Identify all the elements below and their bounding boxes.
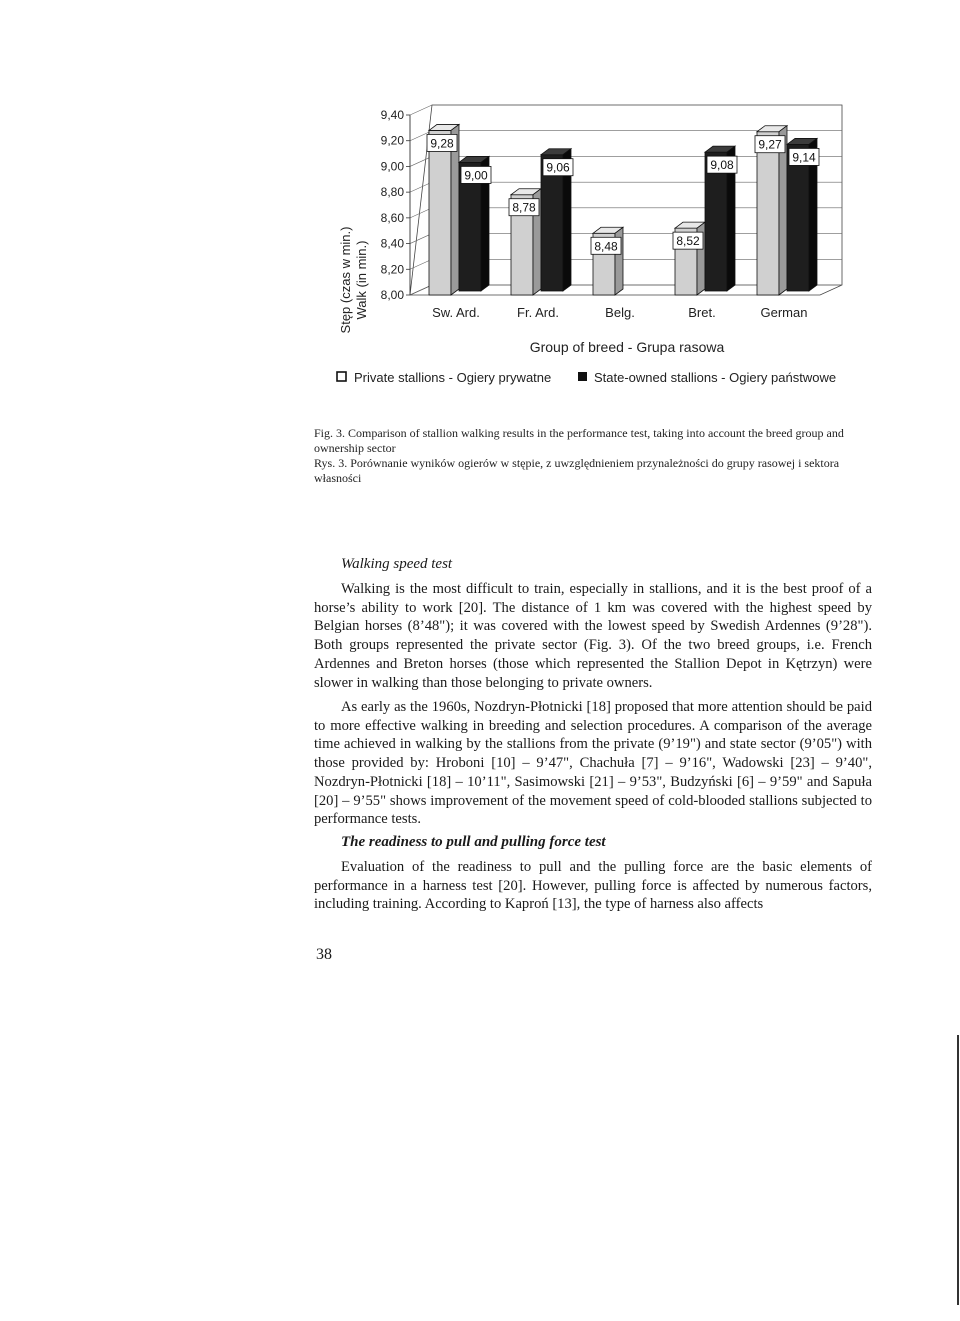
data-label: 9,08 xyxy=(710,158,734,173)
legend-label-private: Private stallions - Ogiery prywatne xyxy=(354,370,552,385)
bar xyxy=(787,144,809,291)
y-tick-label: 8,40 xyxy=(380,236,404,251)
x-axis-label-en: Group of breed xyxy=(529,339,624,355)
figure-caption-pl: Rys. 3. Porównanie wyników ogierów w stępie, z uwzględnieniem przynależności do grupy rasowej i sektora własności xyxy=(314,456,840,485)
x-tick-label: German xyxy=(760,305,808,320)
bar-chart xyxy=(330,95,890,395)
data-label: 8,78 xyxy=(512,200,536,215)
scan-edge-mark xyxy=(957,1035,959,1305)
y-tick-label: 9,00 xyxy=(380,159,404,174)
y-tick-label: 9,20 xyxy=(380,133,404,148)
x-axis-label xyxy=(530,339,725,355)
data-label: 9,27 xyxy=(758,137,782,152)
y-tick-label: 9,40 xyxy=(380,108,404,122)
legend-swatch-state xyxy=(578,372,587,381)
legend-label-state: State-owned stallions - Ogiery państwowe xyxy=(594,370,837,385)
y-tick-label: 8,00 xyxy=(380,288,404,302)
data-label: 9,06 xyxy=(546,160,570,175)
figure-caption-en: Fig. 3. Comparison of stallion walking results in the performance test, taking into account the breed group and ownership sector xyxy=(314,426,844,455)
chart-svg xyxy=(330,95,890,395)
gridline-diagonal xyxy=(410,105,432,115)
data-label: 9,00 xyxy=(464,168,488,183)
legend-swatch-private xyxy=(337,372,346,381)
y-axis-label-en: Walk (in min.) xyxy=(354,240,369,320)
paragraph-walking-2: As early as the 1960s, Nozdryn-Płotnicki [18] proposed that more attention should be paid to more effective walking in breeding and selection procedures. A comparison of the average time achieved in walking by the stallions from the private (9’19") and state sector (9’05") with those provided by: Hroboni [10] – 9’47", Chachuła [7] – 9’16", Wadowski [23] – 9’40", Nozdryn-Płotnicki [18] – 10’11", Sasimowski [21] – 9’53", Budzyński [6] – 9’59" and Sapuła [20] – 9’55" shows improvement of the movement speed of cold-blooded stallions subjected to performance tests. xyxy=(314,699,872,828)
bar xyxy=(429,130,451,295)
y-axis-label-pl: Stęp (czas w min.) xyxy=(338,226,353,334)
y-tick-label: 8,60 xyxy=(380,210,404,225)
data-label: 8,52 xyxy=(676,234,700,249)
data-label: 8,48 xyxy=(594,239,618,254)
x-axis-label-pl: Grupa rasowa xyxy=(636,339,725,355)
data-label: 9,14 xyxy=(792,150,816,165)
x-tick-label: Sw. Ard. xyxy=(432,305,480,320)
section-heading-walking: Walking speed test xyxy=(341,556,453,572)
x-tick-label: Fr. Ard. xyxy=(517,305,559,320)
y-tick-label: 8,80 xyxy=(380,185,404,200)
bar xyxy=(757,132,779,295)
section-heading-pulling: The readiness to pull and pulling force test xyxy=(341,834,606,850)
page-number: 38 xyxy=(316,946,332,963)
x-tick-label: Bret. xyxy=(688,305,716,320)
data-label: 9,28 xyxy=(430,136,454,151)
x-tick-label: Belg. xyxy=(605,305,635,320)
paragraph-pulling-1: Evaluation of the readiness to pull and the pulling force are the basic elements of performance in a harness test [20]. However, pulling force is affected by numerous factors, including training. According to Kaproń [13], the type of harness also affects xyxy=(314,859,872,913)
paragraph-walking-1: Walking is the most difficult to train, especially in stallions, and it is the best proof of a horse’s ability to work [20]. The distance of 1 km was covered with the highest speed by Belgian horses (8’48"); it was covered with the lowest speed by Swedish Ardennes (9’28"). Both groups represented the private sector (Fig. 3). Of the two breed groups, i.e. French Ardennes and Breton horses (those which represented the Stallion Depot in Kętrzyn) were slower in walking than those belonging to private owners. xyxy=(314,581,872,691)
x-axis-label-separator: - xyxy=(623,339,637,355)
y-tick-label: 8,20 xyxy=(380,262,404,277)
